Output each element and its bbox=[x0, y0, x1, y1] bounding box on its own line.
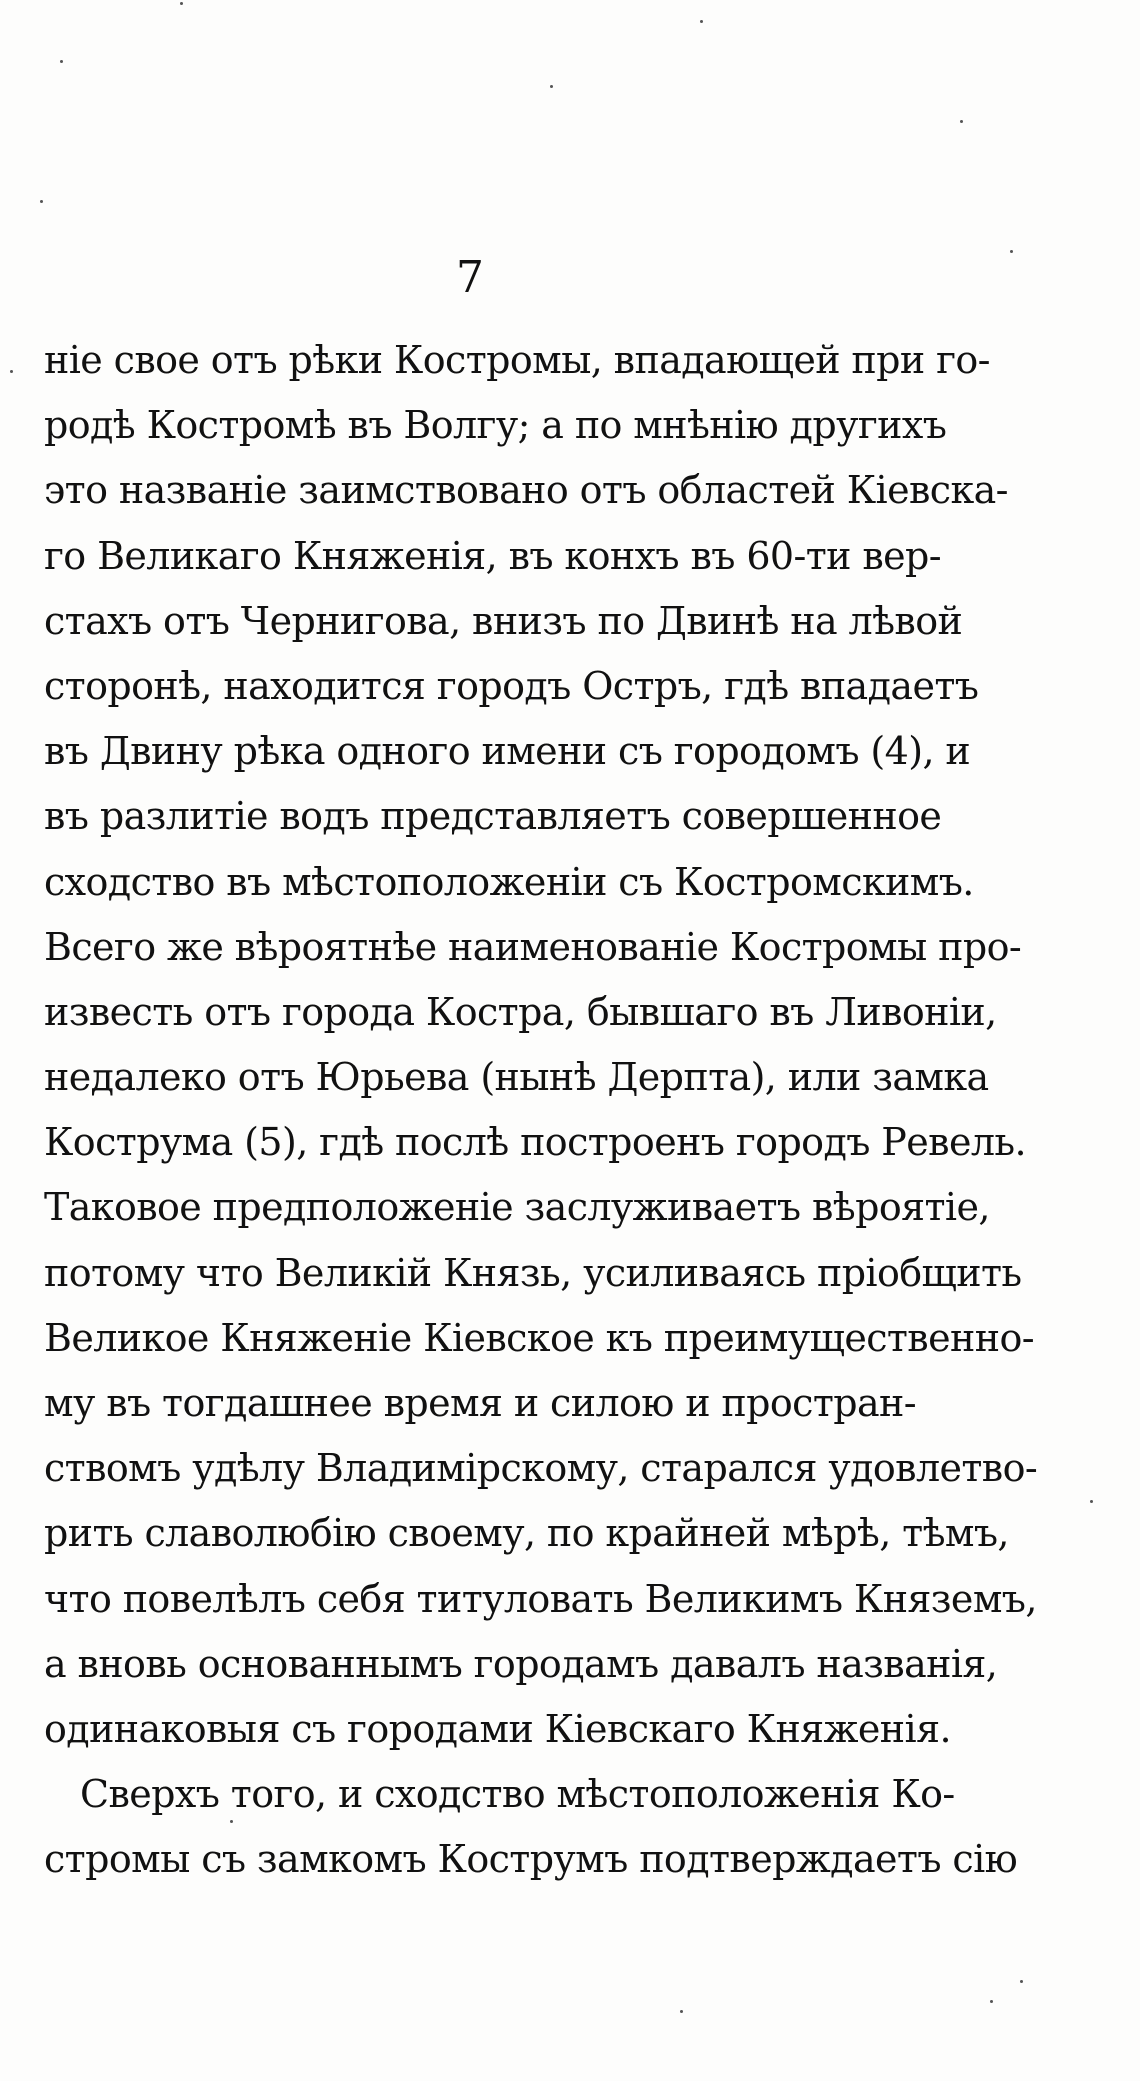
scan-speck bbox=[40, 200, 43, 203]
scan-speck bbox=[180, 2, 183, 5]
text-line: известь отъ города Костра, бывшаго въ Ливоніи, bbox=[44, 989, 997, 1034]
scan-speck bbox=[1020, 1980, 1023, 1983]
text-line: стромы съ замкомъ Кострумъ подтверждаетъ сію bbox=[44, 1837, 1018, 1882]
text-line: что повелѣлъ себя титуловать Великимъ Княземъ, bbox=[44, 1576, 1037, 1621]
page-number: 7 bbox=[456, 252, 484, 303]
text-line: въ Двину рѣка одного имени съ городомъ (4), и bbox=[44, 729, 971, 774]
text-line: потому что Великій Князь, усиливаясь пріобщить bbox=[44, 1250, 1022, 1295]
scan-speck bbox=[10, 370, 13, 373]
scan-speck bbox=[550, 85, 553, 88]
scan-speck bbox=[680, 2010, 683, 2013]
text-line: сторонѣ, находится городъ Остръ, гдѣ впадаетъ bbox=[44, 663, 979, 708]
text-line: Великое Княженіе Кіевское къ преимущественно- bbox=[44, 1315, 1034, 1360]
text-line: это названіе заимствовано отъ областей Кіевска- bbox=[44, 468, 1008, 513]
text-line: стахъ отъ Чернигова, внизъ по Двинѣ на лѣвой bbox=[44, 598, 963, 643]
text-line: го Великаго Княженія, въ конхъ въ 60-ти вер- bbox=[44, 533, 941, 578]
scan-speck bbox=[700, 20, 703, 23]
scan-speck bbox=[990, 2000, 993, 2003]
scan-speck bbox=[960, 120, 963, 123]
text-line: недалеко отъ Юрьева (нынѣ Дерпта), или замка bbox=[44, 1055, 989, 1100]
scan-speck bbox=[60, 60, 63, 63]
scan-speck bbox=[1010, 250, 1013, 253]
text-line: ніе свое отъ рѣки Костромы, впадающей при го- bbox=[44, 338, 990, 382]
scan-speck bbox=[230, 1820, 233, 1823]
text-line: родѣ Костромѣ въ Волгу; а по мнѣнію другихъ bbox=[44, 403, 947, 448]
text-line: въ разлитіе водъ представляетъ совершенное bbox=[44, 794, 942, 839]
paragraph-start-line: Сверхъ того, и сходство мѣстоположенія Ко- bbox=[80, 1772, 955, 1817]
scan-speck bbox=[1090, 1500, 1093, 1503]
text-line: а вновь основаннымъ городамъ давалъ названія, bbox=[44, 1641, 998, 1686]
text-line: сходство въ мѣстоположеніи съ Костромскимъ. bbox=[44, 859, 974, 904]
text-line: ствомъ удѣлу Владимірскому, старался удовлетво- bbox=[44, 1446, 1038, 1491]
text-line: Кострума (5), гдѣ послѣ построенъ городъ Ревель. bbox=[44, 1120, 1026, 1165]
text-line: Всего же вѣроятнѣе наименованіе Костромы про- bbox=[44, 924, 1022, 969]
text-line: рить славолюбію своему, по крайней мѣрѣ, тѣмъ, bbox=[44, 1511, 1009, 1556]
text-line: Таковое предположеніе заслуживаетъ вѣроятіе, bbox=[44, 1185, 990, 1230]
body-text bbox=[44, 328, 1038, 1893]
paragraph-end-line: одинаковыя съ городами Кіевскаго Княженія. bbox=[44, 1706, 951, 1751]
text-line: му въ тогдашнее время и силою и простран- bbox=[44, 1381, 917, 1425]
